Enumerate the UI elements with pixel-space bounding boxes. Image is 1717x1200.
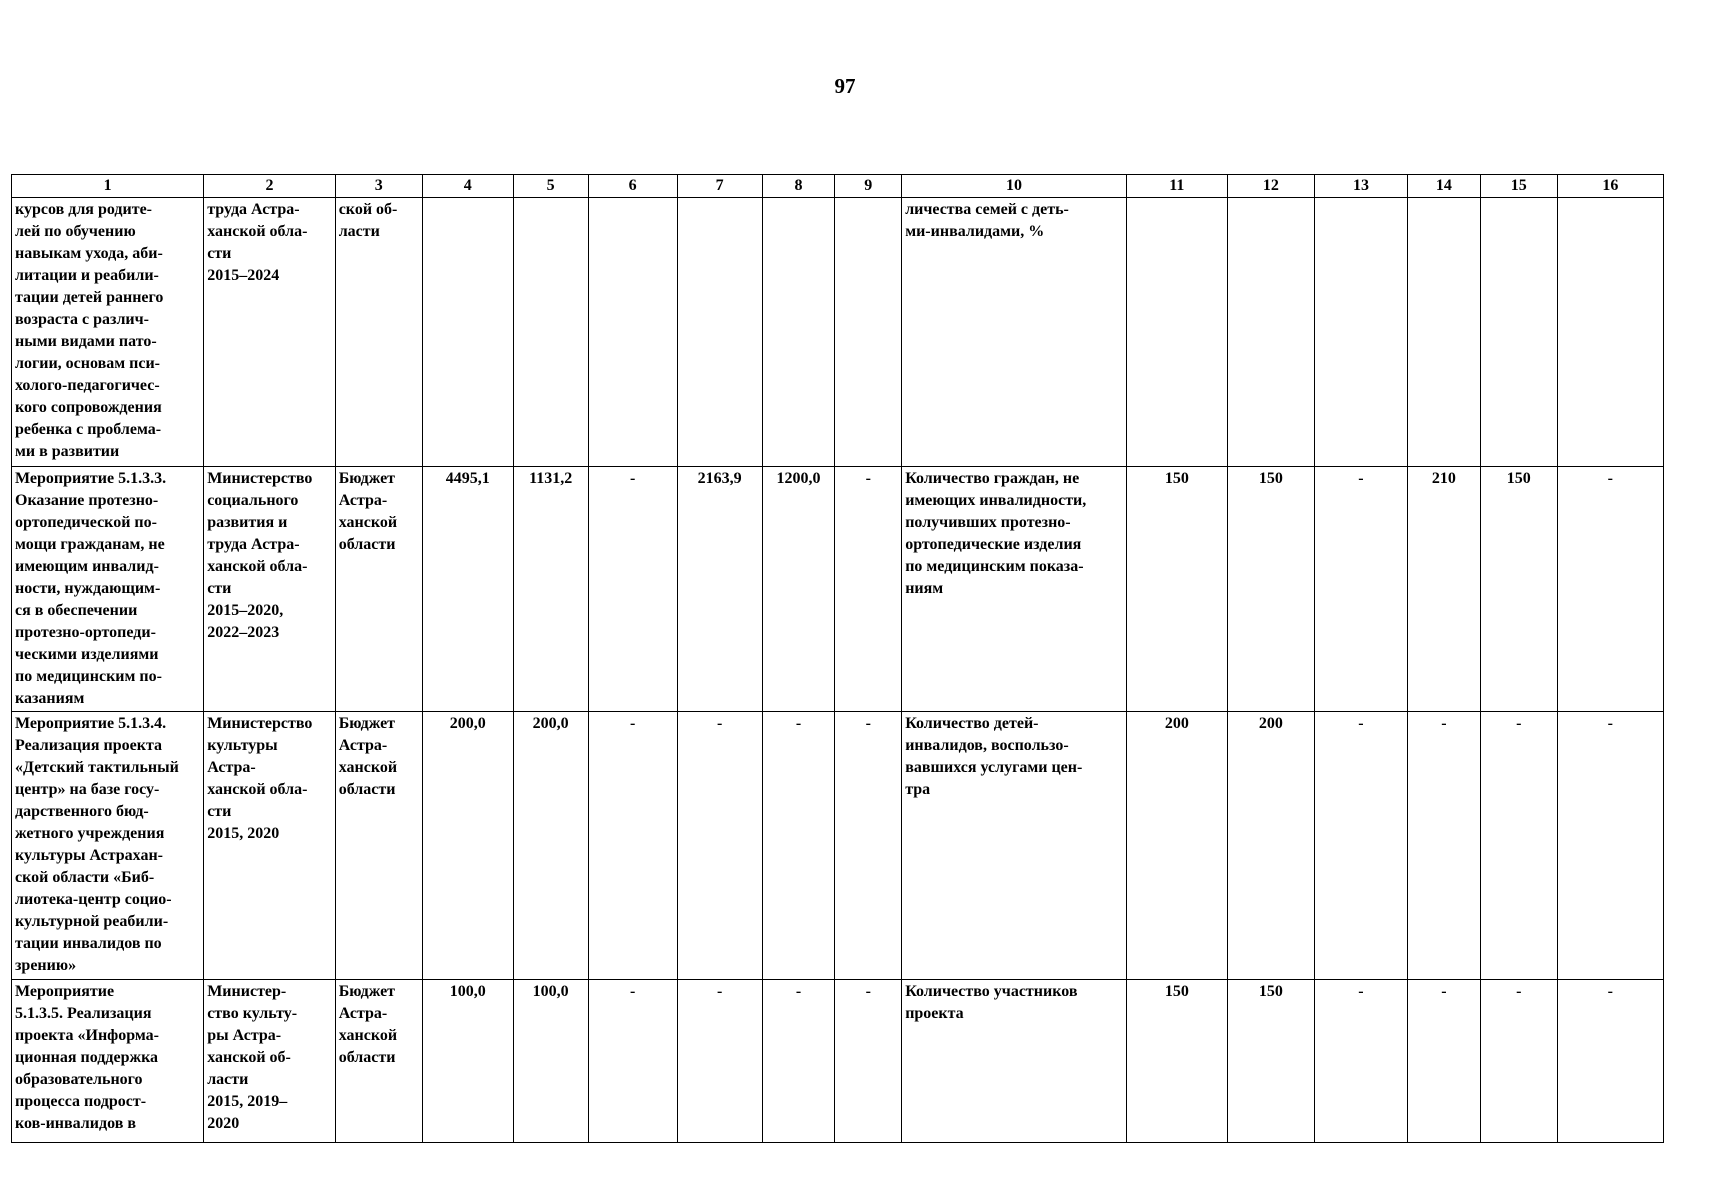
- cell-col11: 150: [1126, 980, 1227, 1143]
- column-number-row: [12, 175, 1664, 198]
- cell-col14: [1407, 198, 1480, 467]
- cell-activity: Мероприятие 5.1.3.3. Оказание протезно- ортопедической по- мощи гражданам, не имеющим инвалид- ности, нуждающим- ся в обеспечении протезно-ортопеди- ческими изделиями по медицинским по- казаниям: [12, 467, 204, 712]
- cell-col9: -: [835, 467, 902, 712]
- table-row: [12, 467, 1664, 712]
- col-header-13: 13: [1314, 175, 1407, 198]
- cell-executor: Министерство культуры Астра- ханской обла- сти 2015, 2020: [204, 712, 336, 980]
- col-header-6: 6: [588, 175, 677, 198]
- cell-col8: [762, 198, 835, 467]
- cell-source: Бюджет Астра- ханской области: [335, 467, 422, 712]
- cell-col5: 1131,2: [513, 467, 588, 712]
- cell-col4: [422, 198, 513, 467]
- cell-col14: -: [1407, 712, 1480, 980]
- cell-col13: -: [1314, 467, 1407, 712]
- table-row: [12, 712, 1664, 980]
- cell-col9: [835, 198, 902, 467]
- col-header-8: 8: [762, 175, 835, 198]
- col-header-16: 16: [1557, 175, 1663, 198]
- cell-col14: 210: [1407, 467, 1480, 712]
- cell-col7: -: [677, 712, 762, 980]
- col-header-7: 7: [677, 175, 762, 198]
- cell-col8: -: [762, 980, 835, 1143]
- cell-indicator: личества семей с деть- ми-инвалидами, %: [902, 198, 1127, 467]
- cell-activity: Мероприятие 5.1.3.5. Реализация проекта «Информа- ционная поддержка образовательного процесса подрост- ков-инвалидов в: [12, 980, 204, 1143]
- cell-col12: 200: [1227, 712, 1314, 980]
- cell-col5: [513, 198, 588, 467]
- program-table: [11, 174, 1664, 1143]
- cell-executor: Министерство социального развития и труда Астра- ханской обла- сти 2015–2020, 2022–2023: [204, 467, 336, 712]
- cell-col15: [1480, 198, 1557, 467]
- cell-source: Бюджет Астра- ханской области: [335, 980, 422, 1143]
- col-header-10: 10: [902, 175, 1127, 198]
- page-number: 97: [834, 74, 856, 98]
- cell-col11: 150: [1126, 467, 1227, 712]
- cell-col16: -: [1557, 467, 1663, 712]
- cell-col7: [677, 198, 762, 467]
- cell-col11: 200: [1126, 712, 1227, 980]
- cell-col12: 150: [1227, 980, 1314, 1143]
- cell-col15: -: [1480, 712, 1557, 980]
- cell-col16: -: [1557, 712, 1663, 980]
- cell-col15: 150: [1480, 467, 1557, 712]
- cell-source: ской об- ласти: [335, 198, 422, 467]
- cell-col16: [1557, 198, 1663, 467]
- cell-activity: курсов для родите- лей по обучению навыкам ухода, аби- литации и реабили- тации детей раннего возраста с различ- ными видами пато- логии, основам пси- холого-педагогичес- кого сопровождения ребенка с проблема- ми в развитии: [12, 198, 204, 467]
- cell-col6: [588, 198, 677, 467]
- col-header-14: 14: [1407, 175, 1480, 198]
- cell-col7: -: [677, 980, 762, 1143]
- cell-col4: 4495,1: [422, 467, 513, 712]
- cell-col11: [1126, 198, 1227, 467]
- cell-col8: -: [762, 712, 835, 980]
- col-header-3: 3: [335, 175, 422, 198]
- table-row: [12, 198, 1664, 467]
- col-header-2: 2: [204, 175, 336, 198]
- cell-indicator: Количество детей- инвалидов, воспользо- вавшихся услугами цен- тра: [902, 712, 1127, 980]
- cell-col5: 200,0: [513, 712, 588, 980]
- cell-source: Бюджет Астра- ханской области: [335, 712, 422, 980]
- table-row: [12, 980, 1664, 1143]
- cell-col4: 200,0: [422, 712, 513, 980]
- cell-col14: -: [1407, 980, 1480, 1143]
- col-header-15: 15: [1480, 175, 1557, 198]
- cell-col13: [1314, 198, 1407, 467]
- col-header-1: 1: [12, 175, 204, 198]
- cell-executor: Министер- ство культу- ры Астра- ханской об- ласти 2015, 2019– 2020: [204, 980, 336, 1143]
- col-header-12: 12: [1227, 175, 1314, 198]
- cell-executor: труда Астра- ханской обла- сти 2015–2024: [204, 198, 336, 467]
- cell-col4: 100,0: [422, 980, 513, 1143]
- cell-col9: -: [835, 712, 902, 980]
- cell-indicator: Количество участников проекта: [902, 980, 1127, 1143]
- cell-col15: -: [1480, 980, 1557, 1143]
- cell-indicator: Количество граждан, не имеющих инвалидности, получивших протезно- ортопедические изделия по медицинским показа- ниям: [902, 467, 1127, 712]
- cell-col16: -: [1557, 980, 1663, 1143]
- cell-col12: [1227, 198, 1314, 467]
- col-header-9: 9: [835, 175, 902, 198]
- cell-col6: -: [588, 467, 677, 712]
- cell-col7: 2163,9: [677, 467, 762, 712]
- col-header-11: 11: [1126, 175, 1227, 198]
- col-header-5: 5: [513, 175, 588, 198]
- col-header-4: 4: [422, 175, 513, 198]
- cell-col9: -: [835, 980, 902, 1143]
- cell-col6: -: [588, 712, 677, 980]
- cell-activity: Мероприятие 5.1.3.4. Реализация проекта «Детский тактильный центр» на базе госу- дарственного бюд- жетного учреждения культуры Астрахан- ской области «Биб- лиотека-центр социо- культурной реабили- тации инвалидов по зрению»: [12, 712, 204, 980]
- cell-col8: 1200,0: [762, 467, 835, 712]
- cell-col13: -: [1314, 980, 1407, 1143]
- cell-col12: 150: [1227, 467, 1314, 712]
- cell-col6: -: [588, 980, 677, 1143]
- cell-col5: 100,0: [513, 980, 588, 1143]
- cell-col13: -: [1314, 712, 1407, 980]
